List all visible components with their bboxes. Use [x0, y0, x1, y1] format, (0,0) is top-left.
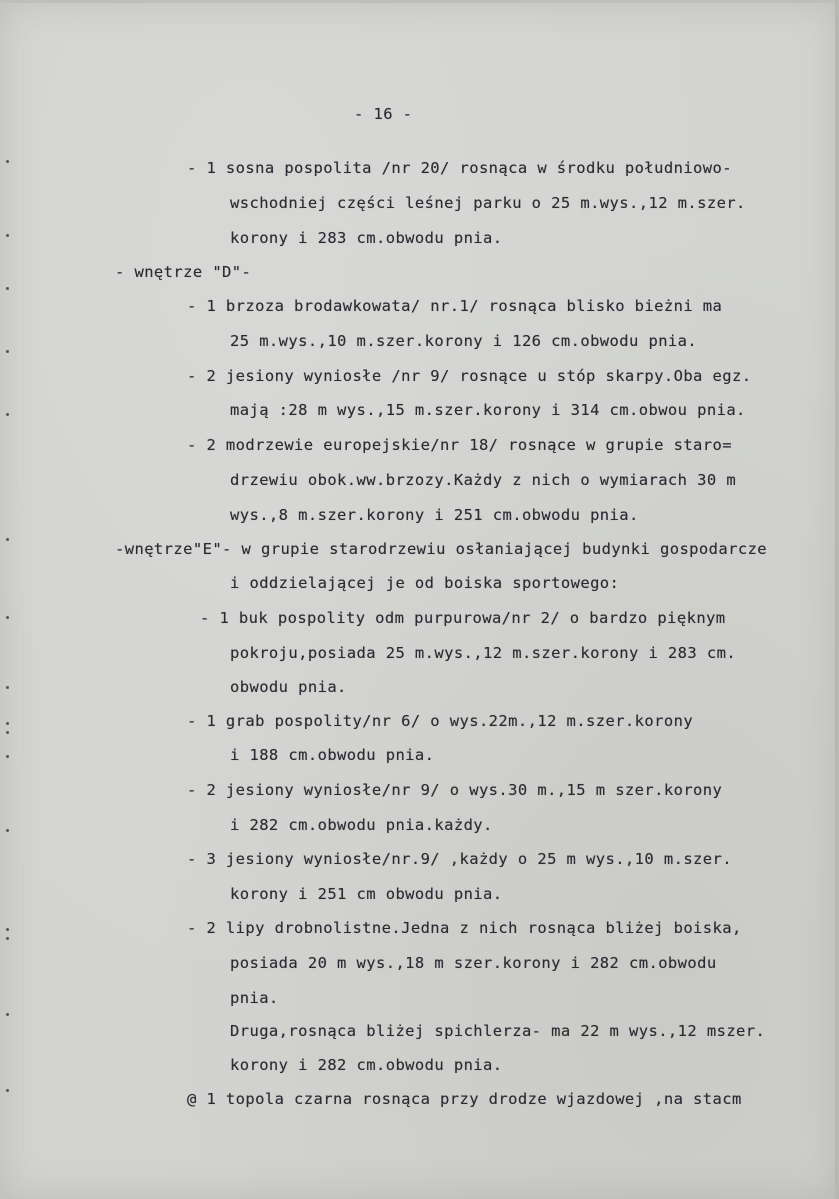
binder-hole-mark [6, 287, 9, 290]
text-line: - 3 jesiony wyniosłe/nr.9/ ,każdy o 25 m wys.,10 m.szer. [187, 850, 732, 868]
text-line: pokroju,posiada 25 m.wys.,12 m.szer.korony i 283 cm. [230, 644, 737, 662]
binder-hole-mark [6, 928, 9, 931]
binder-hole-mark [6, 1089, 9, 1092]
binder-hole-mark [6, 829, 9, 832]
text-line: drzewiu obok.ww.brzozy.Każdy z nich o wymiarach 30 m [230, 471, 737, 489]
text-line: - 1 grab pospolity/nr 6/ o wys.22m.,12 m.szer.korony [187, 712, 694, 730]
paper-top-edge [0, 0, 839, 3]
binder-hole-mark [6, 937, 9, 940]
binder-hole-mark [6, 686, 9, 689]
binder-hole-mark [6, 1013, 9, 1016]
binder-hole-mark [6, 755, 9, 758]
paper-right-edge [835, 0, 839, 1199]
text-line: Druga,rosnąca bliżej spichlerza- ma 22 m wys.,12 mszer. [230, 1022, 766, 1040]
binder-hole-mark [6, 538, 9, 541]
binder-hole-mark [6, 234, 9, 237]
section-heading: -wnętrze"E"- w grupie starodrzewiu osłaniającej budynki gospodarcze [115, 540, 768, 558]
page-number: - 16 - [354, 105, 413, 123]
text-line: 25 m.wys.,10 m.szer.korony i 126 cm.obwodu pnia. [230, 332, 698, 350]
text-line: i 188 cm.obwodu pnia. [230, 746, 435, 764]
text-line: posiada 20 m wys.,18 m szer.korony i 282 cm.obwodu [230, 954, 717, 972]
text-line: obwodu pnia. [230, 678, 347, 696]
binder-hole-mark [6, 616, 9, 619]
text-line: - 2 jesiony wyniosłe /nr 9/ rosnące u stóp skarpy.Oba egz. [187, 367, 752, 385]
text-line: korony i 282 cm.obwodu pnia. [230, 1056, 503, 1074]
text-line: - 2 lipy drobnolistne.Jedna z nich rosnąca bliżej boiska, [187, 919, 742, 937]
binder-hole-mark [6, 722, 9, 725]
section-heading: - wnętrze "D"- [115, 263, 252, 281]
text-line: pnia. [230, 989, 279, 1007]
text-line: - 2 jesiony wyniosłe/nr 9/ o wys.30 m.,15 m szer.korony [187, 781, 723, 799]
text-line: - 2 modrzewie europejskie/nr 18/ rosnące w grupie staro= [187, 436, 732, 454]
binder-hole-mark [6, 350, 9, 353]
text-line: - 1 brzoza brodawkowata/ nr.1/ rosnąca blisko bieżni ma [187, 297, 723, 315]
binder-hole-mark [6, 160, 9, 163]
text-line: - 1 buk pospolity odm purpurowa/nr 2/ o bardzo pięknym [200, 609, 726, 627]
text-line: i 282 cm.obwodu pnia.każdy. [230, 816, 493, 834]
text-line: mają :28 m wys.,15 m.szer.korony i 314 cm.obwou pnia. [230, 401, 746, 419]
text-line: i oddzielającej je od boiska sportowego: [230, 574, 620, 592]
binder-hole-mark [6, 413, 9, 416]
text-line: - 1 sosna pospolita /nr 20/ rosnąca w środku południowo- [187, 159, 732, 177]
text-line: @ 1 topola czarna rosnąca przy drodze wjazdowej ,na stacm [187, 1090, 742, 1108]
text-line: korony i 251 cm obwodu pnia. [230, 885, 503, 903]
text-line: wschodniej części leśnej parku o 25 m.wys.,12 m.szer. [230, 194, 746, 212]
binder-hole-mark [6, 731, 9, 734]
text-line: wys.,8 m.szer.korony i 251 cm.obwodu pnia. [230, 506, 639, 524]
text-line: korony i 283 cm.obwodu pnia. [230, 229, 503, 247]
